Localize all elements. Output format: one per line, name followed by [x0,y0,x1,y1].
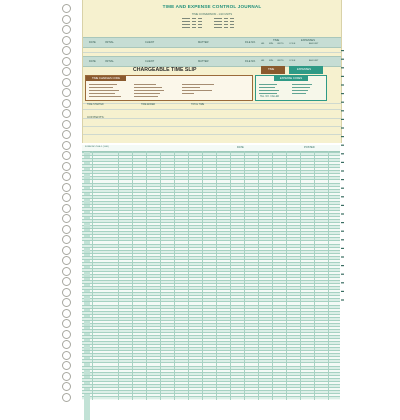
binder-hole [62,46,71,55]
ledger-row-line [82,295,340,296]
ledger-row-line [82,277,340,278]
journal-header-area [82,0,342,143]
binder-hole [62,4,71,13]
binder-hole [62,162,71,171]
time-charges-code-list [86,76,252,100]
ledger-row-line [82,219,340,220]
col-units: UNITS [277,43,284,45]
row-number-mark [341,239,344,240]
ledger-posted-label: POSTED [304,146,315,149]
binder-hole [62,25,71,34]
time-bar-label: TIME [268,68,275,71]
col-time: TIME [273,38,280,42]
col-units-2: UNITS [277,60,284,62]
ledger-row-line [82,323,340,324]
col-amount: AMOUNT [309,43,319,45]
ledger-row-line [82,353,340,354]
ledger-row-line [82,207,340,208]
ledger-column-line [286,151,287,400]
ledger-row-line [82,301,340,302]
col-hr: HR. [261,43,265,45]
ledger-row-line [82,311,340,312]
ledger-row-line [82,210,340,211]
ledger-row-line [82,231,340,232]
ledger-row-line [82,179,340,180]
col-date: DATE [89,41,96,44]
ledger-row-line [82,396,340,397]
ledger-row-line [82,329,340,330]
ledger-row-line [82,198,340,199]
binder-hole [62,193,71,202]
ledger-column-line [300,151,301,400]
col-hr-2: HR. [261,60,265,62]
ledger-row-line [82,372,340,373]
ledger-form-label: FORM NO.T&E-1 (1-86) [85,146,109,148]
contents-label: CONTENTS: [87,115,105,119]
ledger-row-line [82,390,340,391]
binder-hole [62,109,71,118]
ledger-row-line [82,225,340,226]
binder-hole [62,309,71,318]
conversion-table-title: TIME CONVERSION - 1/10 UNITS [191,13,233,16]
ledger-row-line [82,359,340,360]
ledger-row-line [82,381,340,382]
ledger-row-line [82,344,340,345]
row-number-mark [341,205,344,206]
conversion-table-grid [180,17,245,35]
binder-hole [62,214,71,223]
binder-hole [62,340,71,349]
binder-hole [62,78,71,87]
time-bar [261,66,285,74]
ledger-row-line [82,253,340,254]
ledger-row-line [82,271,340,272]
ledger-column-line [118,151,119,400]
column-header-band-1 [83,37,341,48]
ledger-row-line [82,369,340,370]
row-number-mark [341,119,344,120]
ledger-row-line [82,314,340,315]
ledger-row-line [82,158,340,159]
ledger-column-line [202,151,203,400]
expense-codes-title: EXPENSE CODES [274,76,308,81]
ledger-column-line [314,151,315,400]
binder-hole [62,298,71,307]
ledger-column-line [244,151,245,400]
col-initial-2: INITIAL [105,60,114,63]
binder-hole [62,172,71,181]
ledger-row-line [82,155,340,156]
ledger-row-line [82,268,340,269]
ledger-row-line [82,234,340,235]
row-number-mark [341,222,344,223]
ledger-row-line [82,244,340,245]
ledger-row-line [82,298,340,299]
binder-holes [58,0,76,400]
ledger-column-line [230,151,231,400]
row-number-mark [341,179,344,180]
binder-hole [62,99,71,108]
row-number-mark [341,84,344,85]
ledger-row-line [82,286,340,287]
ledger-row-line [82,335,340,336]
col-min-2: MIN. [269,60,274,62]
ledger-row-line [82,152,340,153]
ledger-row-line [82,378,340,379]
row-number-mark [341,170,344,171]
expenses-bar-label: EXPENSES [297,68,311,71]
row-number-mark [341,127,344,128]
row-number-mark [341,299,344,300]
row-number-mark [341,265,344,266]
binder-hole [62,151,71,160]
contents-line-1 [83,118,341,119]
col-initial: INITIAL [105,41,114,44]
ledger-row-line [82,173,340,174]
form-title: TIME AND EXPENSE CONTROL JOURNAL [162,4,262,9]
col-file-no-2: FILE NO. [245,60,256,63]
ledger-row-line [82,189,340,190]
ledger-row-line [82,347,340,348]
ledger-column-line [188,151,189,400]
binder-hole [62,88,71,97]
time-row-top-line [83,103,341,104]
ledger-row-line [82,256,340,257]
ledger-row-line [82,375,340,376]
ledger-date-label: DATE [237,146,244,149]
ledger-row-line [82,176,340,177]
row-number-mark [341,136,344,137]
ledger-row-line [82,164,340,165]
ledger-row-line [82,204,340,205]
expenses-bar [289,66,323,74]
binder-hole [62,36,71,45]
ledger-row-line [82,320,340,321]
ledger-row-line [82,170,340,171]
row-number-mark [341,67,344,68]
binder-hole [62,288,71,297]
time-charges-code-title: TIME CHARGES CODE [86,76,126,81]
ledger-row-line [82,222,340,223]
col-expenses: EXPENSES [301,38,315,42]
ledger-row-line [82,259,340,260]
entry-line [83,52,341,53]
binder-hole [62,246,71,255]
row-number-mark [341,50,344,51]
ledger-row-line [82,341,340,342]
ledger-column-line [258,151,259,400]
ledger-row-line [82,201,340,202]
row-number-mark [341,282,344,283]
ledger-column-line [328,151,329,400]
ledger-row-line [82,305,340,306]
col-code: CODE [289,43,296,45]
ledger-row-line [82,213,340,214]
contents-line-2 [83,126,341,127]
row-number-mark [341,256,344,257]
ledger-row-line [82,317,340,318]
ledger-row-line [82,283,340,284]
binder-hole [62,67,71,76]
ledger-row-line [82,292,340,293]
ledger-column-line [132,151,133,400]
time-charges-code-box [85,75,253,101]
binder-hole [62,183,71,192]
ledger-column-line [272,151,273,400]
row-number-mark [341,102,344,103]
tel-no-called-label: TEL. NO. CALLED [260,96,280,98]
binder-hole [62,204,71,213]
row-number-mark [341,188,344,189]
binder-hole [62,351,71,360]
contents-line-3 [83,134,341,135]
binder-hole [62,277,71,286]
ledger-row-line [82,308,340,309]
col-file-no: FILE NO. [245,41,256,44]
row-number-mark [341,248,344,249]
ledger-row-line [82,262,340,263]
col-amount-2: AMOUNT [309,60,319,62]
ledger-column-line [216,151,217,400]
time-ended-label: TIME ENDED [141,104,156,106]
ledger-column-line [92,151,93,400]
time-started-label: TIME STARTED [87,104,104,106]
binder-hole [62,120,71,129]
binder-hole [62,372,71,381]
ledger-row-line [82,384,340,385]
ledger-row-line [82,192,340,193]
binder-hole [62,393,71,402]
ledger-row-line [82,393,340,394]
ledger-row-line [82,326,340,327]
row-number-mark [341,59,344,60]
ledger-row-line [82,280,340,281]
ledger-header [82,145,340,152]
ledger-row-line [82,161,340,162]
ledger-grid [82,145,340,400]
conversion-table [180,17,245,35]
total-time-label: TOTAL TIME [191,104,205,106]
ledger-column-line [160,151,161,400]
ledger-row-line [82,247,340,248]
row-number-mark [341,231,344,232]
ledger-row-line [82,350,340,351]
binder-hole [62,235,71,244]
binder-hole [62,225,71,234]
expense-codes-box [255,75,327,101]
ledger-row-line [82,228,340,229]
time-row-bottom-line [83,109,341,110]
col-matter: MATTER [198,41,209,44]
col-matter-2: MATTER [198,60,209,63]
binder-hole [62,382,71,391]
ledger-row-line [82,366,340,367]
col-date-2: DATE [89,60,96,63]
binder-hole [62,267,71,276]
ledger-row-line [82,387,340,388]
ledger-row-line [82,186,340,187]
ledger-row-line [82,289,340,290]
binder-hole [62,57,71,66]
col-code-2: CODE [289,60,296,62]
binder-hole [62,141,71,150]
col-client: CLIENT [145,41,155,44]
row-number-mark [341,93,344,94]
ledger-row-line [82,216,340,217]
slip-title: CHARGEABLE TIME SLIP [133,67,197,73]
row-number-mark [341,196,344,197]
ledger-row-line [82,265,340,266]
row-number-mark [341,145,344,146]
row-number-mark [341,153,344,154]
binder-hole [62,15,71,24]
row-number-mark [341,162,344,163]
col-min: MIN. [269,43,274,45]
ledger-row-line [82,237,340,238]
ledger-row-line [82,240,340,241]
row-number-mark [341,291,344,292]
ledger-row-line [82,195,340,196]
ledger-column-line [174,151,175,400]
row-number-mark [341,274,344,275]
ledger-row-line [82,183,340,184]
ledger-row-line [82,356,340,357]
row-number-mark [341,110,344,111]
ledger-row-line [82,332,340,333]
row-number-mark [341,213,344,214]
binder-hole [62,130,71,139]
ledger-row-line [82,362,340,363]
binder-hole [62,361,71,370]
ledger-row-line [82,167,340,168]
ledger-row-line [82,274,340,275]
row-number-mark [341,76,344,77]
ledger-column-line [146,151,147,400]
binder-hole [62,256,71,265]
ledger-row-line [82,338,340,339]
binder-hole [62,330,71,339]
binder-hole [62,319,71,328]
col-client-2: CLIENT [145,60,155,63]
ledger-row-line [82,250,340,251]
